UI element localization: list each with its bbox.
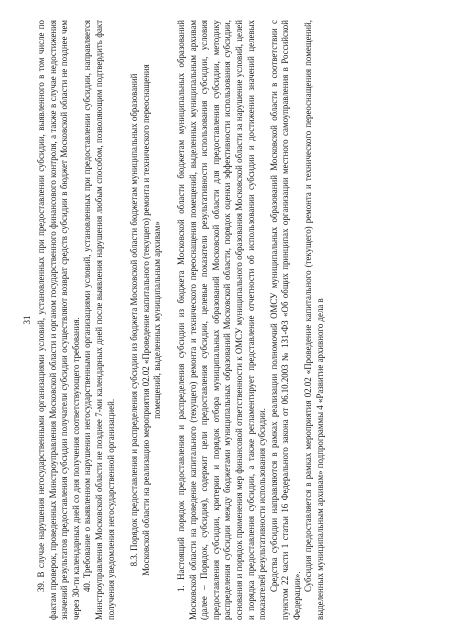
page-body bbox=[36, 20, 327, 620]
paragraph-funds: Средства субсидии направляются в рамках реализации полномочий ОМСУ муниципальных образований Московской области в соответствии с пунктом 22 части 1 статьи 16 Федерального закона от 06.10.2003 № 131-ФЗ «Об общих принципах организации местного самоуправления в Российской Федерации». bbox=[268, 20, 302, 620]
paragraph-subsidy: Субсидия предоставляется в рамках мероприятия 02.02 «Проведение капитального (текущего) ремонта и технического переоснащения помещений, выделенных муниципальным архивам» подпрограммы 4 «Развитие архивного дела в bbox=[303, 20, 326, 620]
rotated-content bbox=[16, 20, 436, 620]
paragraph-1: 1. Настоящий порядок предоставления и распределения субсидии из бюджета Московской области бюджетам муниципальных образований Московской области на проведение капитального (текущего) ремонта и технического переоснащения помещений, выделенных муниципальным архивам (далее – Порядок, субсидия), содержит цели предоставления субсидии, целевые показатели результативности использования субсидии, условия предоставления субсидии, критерии и порядок отбора муниципальных образований Московской области для предоставления субсидии, методику распределения субсидии между бюджетами муниципальных образований Московской области, порядок оценки эффективности использования субсидии, основания и порядок применения мер финансовой ответственности к ОМСУ муниципального образования Московской области за нарушение условий, целей и порядка предоставления субсидии, а также регламентирует представление отчетности об использовании субсидии и достижении значений целевых показателей результативности использования субсидии. bbox=[175, 20, 268, 620]
paragraph-39: 39. В случае нарушения негосударственными организациями условий, установленных при предоставлении субсидии, выявленного в том числе по фактам проверок, проведенных Минстроуправления Московской области и органом государственного финансового контроля, а также в случае недостижения значений результатов предоставления субсидии получатели субсидии осуществляют возврат средств субсидии в бюджет Московской области не позднее чем через 30-ти календарных дней со дня получения соответствующего требования. bbox=[36, 20, 81, 620]
paragraph-40: 40. Требование о выявленном нарушении негосударственными организациями условий, установленных при предоставлении субсидии, направляется Минстроуправления Московской области не позднее 7-ми календарных дней после выявления нарушения любым способом, позволяющим подтвердить факт получения уведомления негосударственной организацией. bbox=[82, 20, 116, 620]
page-number: 31 bbox=[22, 315, 32, 325]
section-heading: 8.3. Порядок предоставления и распределения субсидии из бюджета Московской области бюджетам муниципальных образований Московской области на реализацию мероприятия 02.02 «Проведение капитального (текущего) ремонта и технического переоснащения помещений, выделенных муниципальным архивам» bbox=[129, 64, 163, 576]
